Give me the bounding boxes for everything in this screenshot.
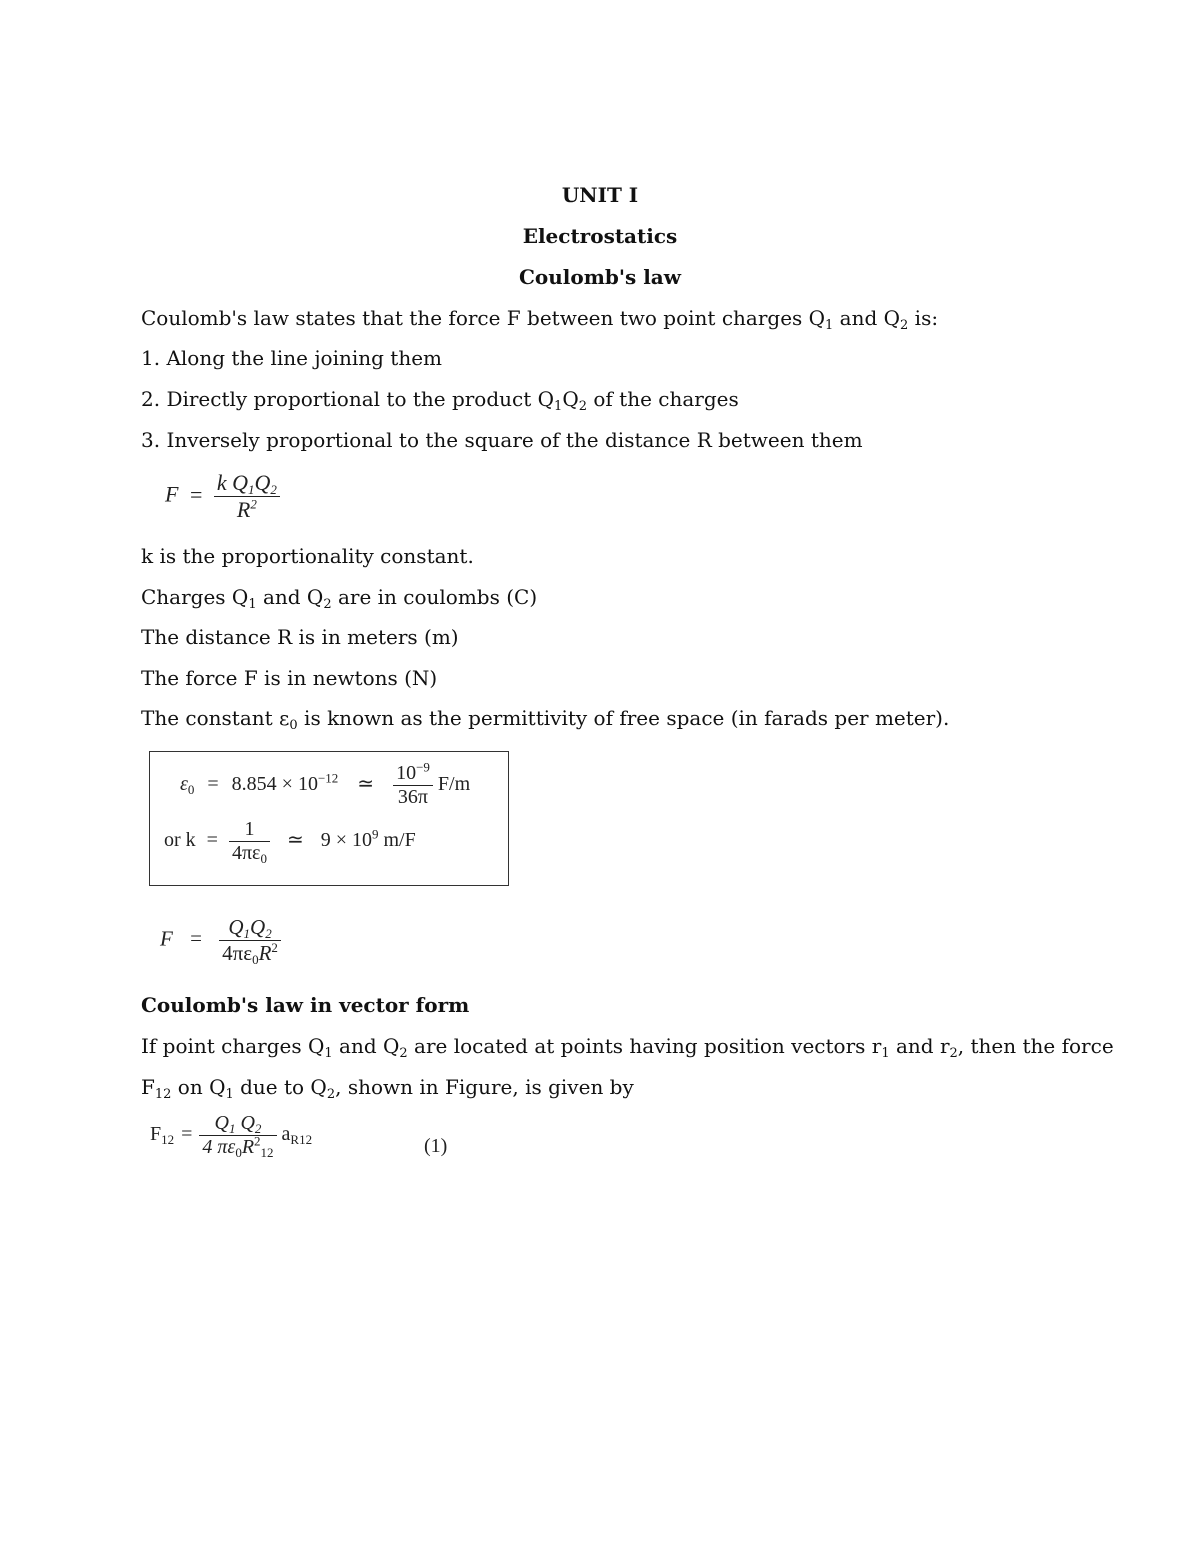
- point-2: 2. Directly proportional to the product $Q_1Q_2$ of the charges: [141, 387, 739, 414]
- unit-title: UNIT I: [561, 183, 639, 207]
- topic-title: Electrostatics: [522, 224, 678, 248]
- note-k: k is the proportionality constant.: [141, 544, 474, 568]
- point-1: 1. Along the line joining them: [141, 346, 443, 370]
- formula-coulomb-k: F = $\frac{k Q_1Q_2}{R^2}$: [165, 470, 280, 523]
- epsilon-value: $\varepsilon_0 = 8.854 \times 10^{-12}$ ≃ $\frac{10^{-9}}{36\pi}$ F/m: [180, 759, 471, 808]
- constants-box: [149, 751, 509, 886]
- intro-statement: Coulomb's law states that the force F between two point charges $Q_1$ and $Q_2$ is:: [141, 306, 939, 333]
- formula-vector-form: $F_{12}$ = $\frac{Q_1 Q_2}{4 \pi\varepsilon_0R^2_{12}}$ $a_{R12}$: [150, 1112, 313, 1160]
- note-charges: Charges $Q_1$ and $Q_2$ are in coulombs (C): [141, 585, 538, 612]
- section-title: Coulomb's law: [518, 265, 681, 289]
- vector-line-2: $F_{12}$ on $Q_1$ due to $Q_2$, shown in Figure, is given by: [141, 1075, 634, 1102]
- vector-heading: Coulomb's law in vector form: [141, 993, 470, 1017]
- note-constant: The constant $\varepsilon_0$ is known as the permittivity of free space (in farads per meter).: [141, 706, 950, 733]
- formula-coulomb-epsilon: F = $\frac{Q_1Q_2}{4\pi\varepsilon_0R^2}$: [160, 915, 281, 966]
- vector-line-1: If point charges $Q_1$ and $Q_2$ are located at points having position vectors $r_1$ and $r_2$, then the force: [141, 1034, 1114, 1061]
- point-3: 3. Inversely proportional to the square of the distance R between them: [141, 428, 863, 452]
- equation-number: (1): [424, 1135, 448, 1157]
- note-distance: The distance R is in meters (m): [141, 625, 459, 649]
- note-force: The force F is in newtons (N): [141, 666, 438, 690]
- k-value: or k = $\frac{1}{4\pi\varepsilon_0}$ ≃ $9 \times 10^9$ m/F: [164, 818, 416, 866]
